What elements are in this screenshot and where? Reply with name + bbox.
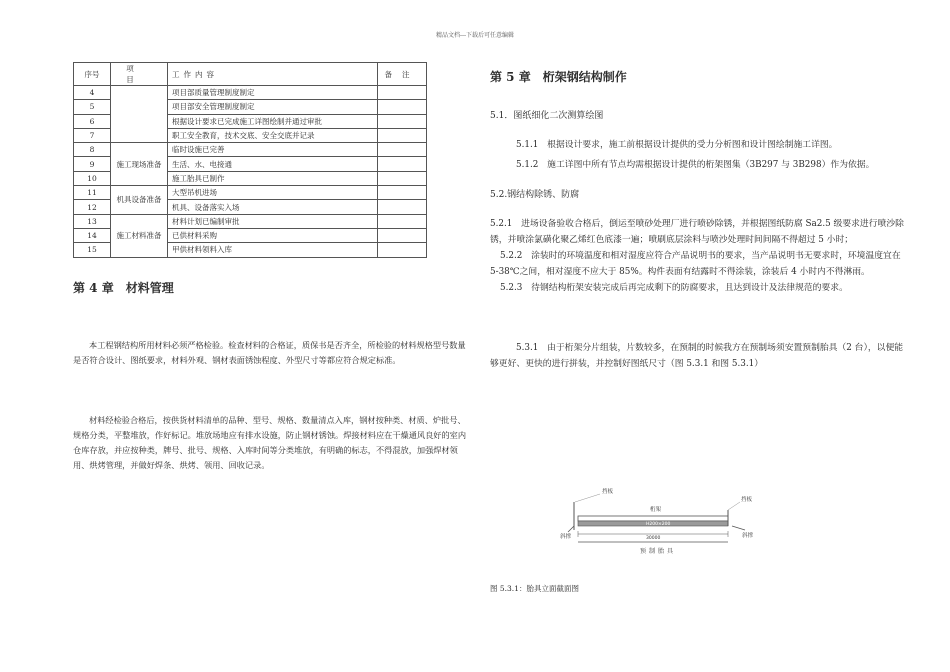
chapter-4-number: 第 4 章	[73, 280, 114, 295]
row-work: 项目部质量管理制度制定	[168, 86, 378, 100]
row-num: 10	[74, 171, 111, 185]
label-brace-left: 斜撑	[560, 534, 572, 540]
chapter-4-paragraph-2: 材料经检验合格后，按供货材料清单的品种、型号、规格、数量清点入库，钢材按种类、材质、炉批号、规格分类，平整堆放，作好标记。堆放场地应有排水设施，防止钢材锈蚀。焊接材料应在干燥通风良好的室内仓库存放，并应按种类，牌号、批号、规格、入库时间等分类堆放，有明确的标志，不得混放，加强焊材领用、烘烤管理，并做好焊条、烘烤、领用、回收记录。	[73, 414, 467, 470]
row-work: 生活、水、电接通	[168, 157, 378, 171]
row-num: 8	[74, 143, 111, 157]
row-note	[378, 186, 427, 200]
label-truss: 桁架	[650, 507, 662, 513]
paragraph-5-2-1: 5.2.1 进场设备验收合格后，倒运至喷砂处理厂进行喷砂除锈，并根据图纸防腐 Sa2.5 级要求进行喷沙除锈，并喷涂氯磺化聚乙烯红色底漆一遍；喷刷底层涂料与喷沙处理时间间隔不得超过 5 小时；	[490, 219, 904, 245]
row-note	[378, 86, 427, 100]
table-row	[74, 186, 427, 200]
group-material: 施工材料准备	[111, 214, 168, 257]
row-num: 11	[74, 186, 111, 200]
paragraph-5-3-1: 5.3.1 由于桁架分片组装，片数较多，在预制的时候我方在预制场须安置预制胎具（2 台），以便能够更好、更快的进行拼装，并控制好图纸尺寸（图 5.3.1 和图 5.3.1）	[490, 343, 904, 369]
left-column	[73, 62, 468, 473]
paragraph-5-2-3: 5.2.3 待钢结构桁架安装完成后再完成剩下的防腐要求，且达到设计及法律规范的要求。	[500, 283, 848, 293]
preparation-table	[73, 62, 427, 258]
chapter-5-heading	[490, 68, 910, 85]
row-note	[378, 243, 427, 257]
row-work: 机具、设备落实入场	[168, 200, 378, 214]
leader-line-right-baffle	[728, 502, 740, 510]
header-work: 工作内容	[168, 63, 378, 86]
table-row	[74, 214, 427, 228]
row-num: 13	[74, 214, 111, 228]
row-work: 施工胎具已制作	[168, 171, 378, 185]
group-empty	[111, 86, 168, 143]
row-note	[378, 228, 427, 242]
row-work: 根据设计要求已完成施工详图绘制并通过审批	[168, 114, 378, 128]
figure-caption: 图 5.3.1：胎具立面截面图	[490, 584, 579, 593]
header-note: 备注	[378, 63, 427, 86]
label-baffle-top: 挡板	[602, 489, 614, 495]
row-work: 临时设施已完善	[168, 143, 378, 157]
row-note	[378, 100, 427, 114]
row-num: 9	[74, 157, 111, 171]
header-project: 项目	[111, 63, 168, 86]
row-note	[378, 114, 427, 128]
label-dimension: 30000	[646, 536, 661, 541]
label-baffle-right: 挡板	[741, 497, 753, 503]
paragraph-5-1-2: 5.1.2 施工详图中所有节点均需根据设计提供的桁架图集（3B297 与 3B298）作为依据。	[516, 160, 875, 170]
chapter-5-title: 桁架钢结构制作	[542, 70, 627, 84]
row-num: 6	[74, 114, 111, 128]
row-note	[378, 128, 427, 142]
row-note	[378, 214, 427, 228]
chapter-4-title: 材料管理	[125, 280, 174, 295]
row-num: 7	[74, 128, 111, 142]
row-work: 大型吊机进场	[168, 186, 378, 200]
truss-outline	[578, 516, 728, 521]
row-num: 5	[74, 100, 111, 114]
jig-elevation-figure	[560, 480, 760, 560]
row-note	[378, 143, 427, 157]
left-brace-line	[568, 526, 574, 532]
group-site: 施工现场准备	[111, 143, 168, 186]
row-num: 4	[74, 86, 111, 100]
row-num: 15	[74, 243, 111, 257]
table-row	[74, 143, 427, 157]
row-work: 职工安全教育，技术交底、安全交底并记录	[168, 128, 378, 142]
right-column	[490, 68, 910, 372]
table-header-row	[74, 63, 427, 86]
chapter-4-heading	[73, 279, 468, 296]
page-header: 精品文档---下载后可任意编辑	[435, 32, 515, 39]
paragraph-5-1-1: 5.1.1 根据设计要求，施工前根据设计提供的受力分析图和设计图绘制施工详图。	[516, 140, 838, 150]
header-num: 序号	[74, 63, 111, 86]
row-note	[378, 200, 427, 214]
label-jig: 预制胎具	[640, 548, 677, 555]
label-brace-right: 斜撑	[742, 533, 754, 539]
right-brace-line	[732, 526, 745, 530]
row-note	[378, 157, 427, 171]
section-5-1-heading: 5.1．图纸细化二次测算绘图	[490, 111, 604, 121]
chapter-5-number: 第 5 章	[490, 70, 531, 84]
row-work: 甲供材料领料入库	[168, 243, 378, 257]
table-row	[74, 86, 427, 100]
row-work: 已供材料采购	[168, 228, 378, 242]
label-h-beam: H200×200	[646, 522, 671, 527]
group-equipment: 机具设备准备	[111, 186, 168, 215]
row-work: 材料计划已编制审批	[168, 214, 378, 228]
row-work: 项目部安全管理制度制定	[168, 100, 378, 114]
row-num: 12	[74, 200, 111, 214]
row-num: 14	[74, 228, 111, 242]
leader-line-baffle	[575, 494, 600, 502]
section-5-2-heading: 5.2.钢结构除锈、防腐	[490, 190, 580, 200]
row-note	[378, 171, 427, 185]
chapter-4-paragraph-1: 本工程钢结构所用材料必须严格检验。检查材料的合格证，质保书是否齐全，所检验的材料规格型号数量是否符合设计、图纸要求，材料外观、钢材表面锈蚀程度、外型尺寸等都应符合规定标准。	[73, 339, 466, 365]
paragraph-5-2-2: 5.2.2 涂装时的环境温度和相对湿度应符合产品说明书的要求，当产品说明书无要求时，环境温度宜在 5-38℃之间，相对湿度不应大于 85%。构件表面有结露时不得涂装，涂装后 4 小时内不得淋雨。	[490, 251, 901, 277]
